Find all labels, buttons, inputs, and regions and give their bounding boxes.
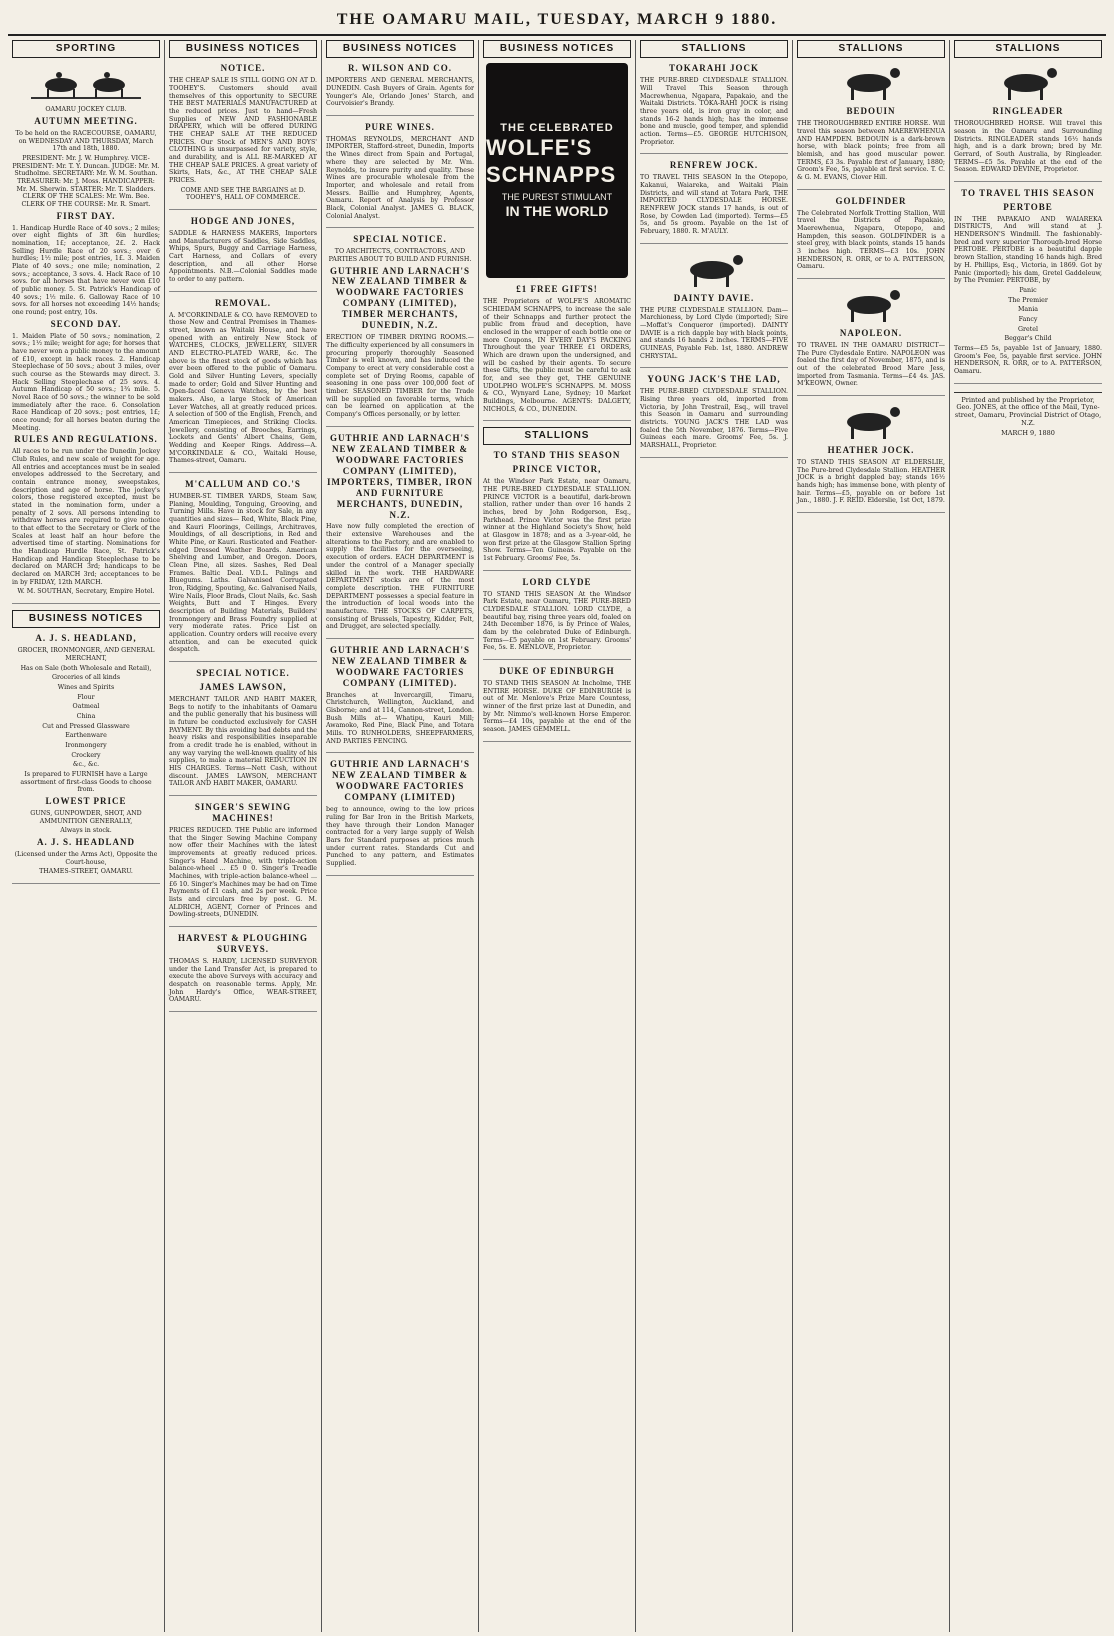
- ad-young-jack: [640, 374, 788, 457]
- day2-races: 1. Maiden Plate of 50 sovs.; nomination, 2 sovs.; 1½ mile; weight for age; for horses that have never won a public money to the amount of £10, except in hack races. 2. Handicap Steeplechase of 50 sovs.; about 3 miles, over such course as the Stewards may direct. 3. Hack Selling Steeplechase of 25 sovs. 4. Autumn Handicap of 50 sovs.; 1¾ mile. 5. Novel Race of 50 sovs.; the winner to be sold immediately after the race. 6. Consolation Race Handicap of 20 sovs.; post entries, 1£; once round; for all horses beaten during the Meeting.: [12, 332, 160, 432]
- guthrie3-title: GUTHRIE AND LARNACH'S NEW ZEALAND TIMBER & WOODWARE FACTORIES COMPANY (LIMITED).: [329, 644, 471, 688]
- headland-furnish: Is prepared to FURNISH have a Large assortment of first-class Goods to choose from.: [20, 770, 152, 794]
- section-header-stallions1: STALLIONS: [483, 427, 631, 445]
- horse-race-illustration: [12, 63, 160, 103]
- renfrew-title: RENFREW JOCK.: [669, 160, 759, 171]
- guthrie-title: GUTHRIE AND LARNACH'S NEW ZEALAND TIMBER & WOODWARE FACTORIES COMPANY (LIMITED), TIMBER MERCHANTS, DUNEDIN, N.Z.: [329, 265, 471, 331]
- ad-lord-clyde: [483, 577, 631, 660]
- goldfinder-text: The Celebrated Norfolk Trotting Stallion, Will travel the Districts of Papakaio, Maerewhenua, Ngapara, Otepopo, and Hampden, this season. GOLDFINDER is a steel grey, with black points, stands 15 hands 3 inches high. TERMS—£3 10s. JOHN HENDERSON, R. ORR, or to A. PATTERSON, Oamaru.: [797, 209, 945, 271]
- napoleon-title: NAPOLEON.: [839, 327, 903, 338]
- pedigree-entry: Beggar's Child: [1004, 335, 1052, 343]
- day1-title: FIRST DAY.: [56, 210, 116, 221]
- ad-pertobe: [954, 188, 1102, 384]
- headland-item: Earthenware: [65, 732, 107, 740]
- headland-licensed: (Licensed under the Arms Act), Opposite the Court-house,: [14, 850, 158, 866]
- headland-title: A. J. S. HEADLAND,: [35, 633, 137, 644]
- mcallum-text: HUMBER-ST. TIMBER YARDS, Steam Saw, Planing, Moulding, Tonguing, Grooving, and Turning Mills. Have in stock for Sale, in any quantities and sizes— Red, White, Black Pine, and Kauri Floorings, Ceilings, Architraves, Mouldings, of all descriptions, in Red and White Pine, or Kauri. Rusticated and Feather-edged Dressed Weather Boards. American Shelving and Lumber, and Oregon. Doors, Clean Pine, all sizes. Sashes, Red Deal Frames. Baltic Deal. V.D.L. Palings and Bluegums. Laths. Galvanised Corrugated Iron, Ridging, Spouting, &c. Galvanised Nails, Wire Nails, Floor Brads, Clout Nails, &c. Sash Weights, Butt and T Hinges. Every description of Building Materials, Builders' Ironmongery and Brass Foundry supplied at very moderate rates. Price List on application. Country orders will receive every attention, and can be executed quick despatch.: [169, 492, 317, 654]
- bedouin-title: BEDOUIN: [846, 106, 896, 117]
- ad-hodge-jones: [169, 216, 317, 292]
- day1-races: 1. Handicap Hurdle Race of 40 sovs.; 2 miles; over eight flights of 3ft 6in hurdles; nomination, 1£; acceptance, 2£. 2. Hack Selling Hurdle Race of 20 sovs.; over 6 hurdles; 1½ mile; post entries, 1£. 3. Maiden Plate of 40 sovs.; one mile; nomination, 2 sovs.; acceptance, 3 sovs. 4. Hack Race of 10 sovs. for all horses that have never won £10 of public money. 5. St. Patrick's Handicap of 40 sovs.; 1½ mile. 6. Galloway Race of 10 sovs. for all horses not exceeding 14½ hands; one round; post entry, 10s.: [12, 224, 160, 316]
- section-header-business2: BUSINESS NOTICES: [169, 40, 317, 58]
- hodge-title: HODGE AND JONES,: [190, 215, 296, 226]
- column-business2: [165, 40, 322, 1632]
- pertobe-title: PERTOBE: [1003, 201, 1053, 212]
- ad-guthrie-iron: [326, 759, 474, 875]
- headland-item: Ironmongery: [65, 741, 107, 749]
- toohey-text: THE CHEAP SALE IS STILL GOING ON AT D. TOOHEY'S. Customers should avail themselves of this opportunity to SECURE THE BEST MATERIALS MANUFACTURED at the reduced prices. Just to hand—Fresh Supplies of NEW AND FASHIONABLE DRAPERY, which will be offered DURING THE CHEAP SALE AT THE REDUCED PRICES. Our Stock of MEN'S AND BOYS' CLOTHING is unsurpassed for variety, style, and durability, and is ALL RE-MARKED AT THE CHEAP SALE PRICES. A great variety of Skirts, Hats, &c., AT THE CHEAP SALE PRICES.: [169, 77, 317, 184]
- headland-item: Groceries of all kinds: [51, 674, 121, 682]
- column-stallions2: [636, 40, 793, 1632]
- rules-text: All races to be run under the Dunedin Jockey Club Rules, and new scale of weight for age. All entries and acceptances must be in sealed envelopes addressed to the Secretary, and contain entrance money, sweepstakes, description and age of horse. The jockey's colors, those registered excepted, must be stated in the nomination form, under a penalty of 2 sovs. All persons intending to withdraw horses are required to give notice to that effect to the Secretary or Clerk of the Scales at least half an hour before the advertised time of starting. Nominations for the Handicap Hurdle Race, St. Patrick's Handicap and Handicap Steeplechase to be declared on MARCH 3rd; handicaps to be declared on MARCH 3rd; acceptances to be in by FRIDAY, 12th MARCH.: [12, 448, 160, 586]
- horse-illustration: [640, 250, 788, 290]
- ad-jockey-club: [12, 106, 160, 604]
- ad-bedouin: [797, 106, 945, 189]
- meeting-title: AUTUMN MEETING.: [34, 115, 138, 126]
- headland-stock: Always in stock.: [60, 827, 112, 835]
- toohey-title: NOTICE.: [220, 63, 266, 74]
- headland-item: Wines and Spirits: [57, 683, 115, 691]
- column-sporting: [8, 40, 165, 1632]
- prince-text: At the Windsor Park Estate, near Oamaru, THE PURE-BRED CLYDESDALE STALLION. PRINCE VICTOR is a beautiful, dark-brown stallion, rather under than over 16 hands 2 inches, bred by John Rodgerson, Esq., Parkhead. Prince Victor was the first prize winner at the Highland Society's Show, held at Glasgow in 1878; and as a 3-year-old, he won first prize at the Glasgow Stallion Spring Show. Terms—Ten Guineas. Payable on the 1st February. Grooms' Fee, 5s.: [483, 478, 631, 563]
- young-text: THE PURE-BRED CLYDESDALE STALLION. Rising three years old, imported from Victoria, by John Trestrail, Esq., will travel this Season in Oamaru and surrounding districts. YOUNG JACK'S THE LAD was foaled the 5th November, 1876. Terms—Five Guineas each mare. Grooms' Fee, 5s. J. MARSHALL, Proprietor.: [640, 388, 788, 449]
- ad-pure-wines: [326, 122, 474, 228]
- guthrie2-text: Have now fully completed the erection of their extensive Warehouses and the alterations to the Factory, and are enabled to supply the facilities for the overseeing, execution of orders. EACH DEPARTMENT is under the control of a Manager specially skilled in the work. THE HARDWARE DEPARTMENT stocks are of the most complete description. THE FURNITURE DEPARTMENT possesses a special feature in the introduction of local woods into the manufacture. THE STOCKS OF CARPETS, consisting of Brussels, Tapestry, Kidder, Felt, and Drugget, are selected specially.: [326, 523, 474, 631]
- guthrie4-text: beg to announce, owing to the low prices ruling for Bar Iron in the British Markets, they have through their London Manager contracted for a very large supply of Welsh Bars for Standard purposes at prices much under current rates. Standards Cut and Punched to any pattern, and Estimates Supplied.: [326, 806, 474, 868]
- column-stallions3: [793, 40, 950, 1632]
- horse-illustration: [797, 285, 945, 325]
- heather-text: TO STAND THIS SEASON AT ELDERSLIE, The Pure-bred Clydesdale Stallion. HEATHER JOCK is a bright dappled bay; stands 16½ hands high; has immense bone, with plenty of hair. Terms—£5, payable on or before 1st Jan., 1880. J. F. REID. Elderslie, 1st Oct, 1879.: [797, 458, 945, 505]
- travel-title: TO TRAVEL THIS SEASON: [961, 187, 1095, 198]
- hardy-title: HARVEST & PLOUGHING SURVEYS.: [177, 933, 309, 955]
- column-business3: [322, 40, 479, 1632]
- imprint-text: Printed and published by the Proprietor, Geo. JONES, at the office of the Mail, Tyne-street, Oamaru, Provincial District of Otago, N.Z.: [954, 395, 1102, 428]
- lawson-text: MERCHANT TAILOR AND HABIT MAKER, Begs to notify to the inhabitants of Oamaru and the public generally that his business will in future be conducted exclusively for CASH PAYMENT. By this avoiding bad debts and the heavy risks and responsibilities inseparable from a credit trade he is enabled, without in any way varying the well-known quality of his supplies, to make a material REDUCTION IN HIS CHARGES. Terms—Nett Cash, without discount. JAMES LAWSON, MERCHANT TAILOR AND HABIT MAKER, OAMARU.: [169, 696, 317, 788]
- headland-lowest: LOWEST PRICE: [45, 795, 127, 806]
- rules-signature: W. M. SOUTHAN, Secretary, Empire Hotel.: [17, 588, 155, 596]
- schnapps-line3: THE PUREST STIMULANT: [501, 191, 613, 202]
- ad-guthrie-branches: [326, 645, 474, 754]
- mcallum-title: M'CALLUM AND CO.'S: [185, 478, 301, 489]
- ad-lawson: [169, 668, 317, 796]
- column-business4: [479, 40, 636, 1632]
- napoleon-text: TO TRAVEL IN THE OAMARU DISTRICT—The Pure Clydesdale Entire. NAPOLEON was foaled the first day of November, 1875, and is out of the celebrated Brood Mare Jess, imported from Tasmania. Terms—£4 4s. JAS. M'KEOWN, Owner.: [797, 341, 945, 388]
- ad-dainty-davie: [640, 293, 788, 369]
- tokarahi-text: THE PURE-BRED CLYDESDALE STALLION. Will Travel This Season through Macrewhenua, Ngapara, Papakaio, and the Waitaki Districts. TOKA-RAHI JOCK is rising three years old, is iron gray in color, and stands 16-2 hands high; has the immense bone and muscle, good temper, and splendid action. Terms—£5. GEORGE HUTCHISON, Proprietor.: [640, 77, 788, 146]
- stand-title: TO STAND THIS SEASON: [493, 450, 621, 461]
- pedigree-entry: Fancy: [1018, 315, 1038, 323]
- imprint-date: MARCH 9, 1880: [1001, 429, 1055, 438]
- singer-title: SINGER'S SEWING MACHINES!: [194, 802, 292, 824]
- horse-illustration: [797, 402, 945, 442]
- singer-text: PRICES REDUCED. THE Public are informed that the Singer Sewing Machine Company now offer their Machines with the latest improvements at greatly reduced prices. Singer's Hand Machine, with triple-action balance-wheel ... £5 0 0. Singer's Treadle Machines, with triple-action balance-wheel ... £6 10. Singer's Machines may be had on Time Payments of £1 cash, and 2s per week. Price lists and circulars free by post. G. M. ALDRICH, AGENT, Corner of Princes and Dowling-streets, DUNEDIN.: [169, 827, 317, 919]
- toohey-cta: COME AND SEE THE BARGAINS at D. TOOHEY'S, HALL OF COMMERCE.: [180, 186, 306, 202]
- masthead: [8, 6, 1106, 36]
- renfrew-text: TO TRAVEL THIS SEASON In the Otepopo, Kakanui, Waiareka, and Waitaki Plain Districts, and will stand at Totara Park, THE IMPORTED CLYDESDALE HORSE. RENFREW JOCK stands 17 hands, is out of Rose, by Cowden Lad (imported). Terms—£5 5s, and 5s groom. Payable on the 1st of February, 1880. R. M'AULY.: [640, 174, 788, 235]
- section-header-sporting: SPORTING: [12, 40, 160, 58]
- section-header-stallions3: STALLIONS: [797, 40, 945, 58]
- meeting-venue: To be held on the RACECOURSE, OAMARU, on WEDNESDAY AND THURSDAY, March 17th and 18th, 1880.: [15, 129, 157, 153]
- section-header-business4: BUSINESS NOTICES: [483, 40, 631, 58]
- ad-mcallum: [169, 479, 317, 662]
- ad-napoleon: [797, 328, 945, 396]
- goldfinder-title: GOLDFINDER: [835, 195, 907, 206]
- ad-hardy: [169, 933, 317, 1012]
- guthrie4-title: GUTHRIE AND LARNACH'S NEW ZEALAND TIMBER & WOODWARE FACTORIES COMPANY (LIMITED): [329, 759, 471, 803]
- pedigree-entry: Panic: [1019, 286, 1037, 294]
- special-notice-title: SPECIAL NOTICE.: [196, 668, 290, 679]
- ad-toohey: [169, 63, 317, 210]
- dainty-title: DAINTY DAVIE.: [673, 292, 755, 303]
- day2-title: SECOND DAY.: [50, 318, 122, 329]
- pertobe-terms: Terms—£5 5s, payable 1st of January, 1880. Groom's Fee, 5s, payable first service. JOHN HENDERSON, R. ORR, or to A. PATTERSON, Oamaru.: [954, 344, 1102, 375]
- columns: [8, 40, 1106, 1632]
- tokarahi-title: TOKARAHI JOCK: [668, 63, 760, 74]
- headland-item: Crockery: [71, 751, 101, 759]
- duke-text: TO STAND THIS SEASON At Incholme, THE ENTIRE HORSE. DUKE OF EDINBURGH is out of Mr. Menlove's Prize Mare Countess, winner of the first prize last at Dunedin, and by Mr. Nimmo's well-known Horse Emperor. Terms—£4 10s, payable at the end of the season. JAMES GEMMELL.: [483, 680, 631, 734]
- headland-item: Flour: [77, 693, 95, 701]
- schnapps-line1: THE CELEBRATED: [500, 121, 614, 134]
- guthrie-intro: TO ARCHITECTS, CONTRACTORS, AND PARTIES ABOUT TO BUILD AND FURNISH.: [328, 248, 472, 263]
- ad-guthrie-drying: [326, 234, 474, 427]
- guthrie3-text: Branches at Invercargill, Timaru, Christchurch, Wellington, Auckland, and Gisborne; and at 114, Cannon-street, London. Bush Mills at— Whatipu, Kauri Mill; Awamoko, Red Pine, Black Pine, and Totara Mills. TO RUNHOLDERS, SHEEPFARMERS, AND PARTIES FENCING.: [326, 691, 474, 745]
- ad-headland: [12, 633, 160, 884]
- guthrie-special-title: SPECIAL NOTICE.: [353, 234, 447, 245]
- headland-guns: GUNS, GUNPOWDER, SHOT, AND AMMUNITION GENERALLY,: [30, 809, 142, 825]
- ad-removal: [169, 298, 317, 473]
- gifts-title: £1 FREE GIFTS!: [516, 284, 598, 295]
- duke-title: DUKE OF EDINBURGH: [499, 666, 615, 677]
- club-name: OAMARU JOCKEY CLUB.: [45, 106, 127, 114]
- lord-text: TO STAND THIS SEASON At the Windsor Park Estate, near Oamaru, THE PURE-BRED CLYDESDALE STALLION. LORD CLYDE, a beautiful bay, rising three years old, foaled on 24th December 1876, is by Prince of Wales, dam by the celebrated Duke of Edinburgh. Terms—£5 payable on 1st February. Grooms' Fee, 5s. E. MENLOVE, Proprietor.: [483, 590, 631, 652]
- headland-sign: A. J. S. HEADLAND: [36, 836, 135, 847]
- removal-text: A. M'CORKINDALE & CO. have REMOVED to those New and Central Premises in Thames-street, known as Waitaki House, and have opened with an entirely New Stock of WATCHES, CLOCKS, JEWELLERY, SILVER AND ELECTRO-PLATED WARE, &c. The above is the finest stock of goods which has ever been offered to the public of Oamaru. Gold and Silver Hunting Levers, specially made to order; Gold and Silver Hunting and Open-faced Geneva Watches, by the best makers. Also, a large Stock of American Lever Watches, all at greatly reduced prices. A selection of 500 of the English, French, and American Timepieces, and Striking Clocks. Jewellery, consisting of Brooches, Earrings, Lockets and Gents' Albert Chains, Gem, Wedding and Keeper Rings. Address—A. M'CORKINDALE & CO., Waitaki House, Thames-street, Oamaru.: [169, 311, 317, 465]
- ad-goldfinder: [797, 196, 945, 279]
- imprint: [954, 392, 1102, 439]
- pedigree-entry: Mania: [1017, 306, 1039, 314]
- lord-title: LORD CLYDE: [522, 576, 592, 587]
- masthead-title: THE OAMARU MAIL, TUESDAY, MARCH 9 1880.: [336, 11, 778, 28]
- wilson-title: R. WILSON AND CO.: [347, 63, 453, 74]
- pedigree-entry: The Premier: [1008, 296, 1048, 304]
- ad-prince-victor: [483, 450, 631, 570]
- horse-illustration: [797, 63, 945, 103]
- guthrie-text: ERECTION OF TIMBER DRYING ROOMS.—The difficulty experienced by all consumers in procuring properly thoroughly Seasoned Timber is well known, and has induced the Company to erect at very considerable cost a complete set of Drying Rooms, capable of seasoning in one pass over 100,000 feet of timber. SEASONED TIMBER for the Trade will be supplied on favorable terms, which can be learned on application at the Company's Offices personally, or by letter.: [326, 334, 474, 419]
- ad-tokarahi-jock: [640, 63, 788, 154]
- section-header-stallions2: STALLIONS: [640, 40, 788, 58]
- wines-title: PURE WINES.: [365, 121, 435, 132]
- young-title: YOUNG JACK'S THE LAD,: [647, 374, 781, 385]
- wilson-text: IMPORTERS AND GENERAL MERCHANTS, DUNEDIN. Cash Buyers of Grain. Agents for Younger's Ale, Orlando Jones' Starch, and Courvoisier's Brandy.: [326, 77, 474, 108]
- ad-heather-jock: [797, 445, 945, 513]
- ad-duke-edinburgh: [483, 666, 631, 742]
- gifts-text: THE Proprietors of WOLFE'S AROMATIC SCHIEDAM SCHNAPPS, to increase the sale of their Schnapps and further protect the public from fraud and deception, have enclosed in the wrapper of each bottle one or more Coupons, IN EVERY DAY'S PACKING Throughout the year THREE £1 ORDERS, Which are drawn upon the undersigned, and will be cashed by their agents. To secure these Gifts, the public must be careful to ask for, and see they get, THE GENUINE UDOLPHO WOLFE'S SCHNAPPS. M. MOSS & CO., Wynyard Lane, Sydney; 10 Market Buildings, Melbourne. AGENTS: DALGETY, NICHOLS, & CO., DUNEDIN.: [483, 298, 631, 413]
- schnapps-line4: IN THE WORLD: [505, 202, 609, 219]
- ad-free-gifts: [483, 284, 631, 421]
- headland-item: Cut and Pressed Glassware: [42, 722, 130, 730]
- pertobe-text: IN THE PAPAKAIO AND WAIAREKA DISTRICTS, And will stand at J. HENDERSON'S Windmill. The fashionably-bred and very superior Thorough-bred Horse PERTOBE. PERTOBE is a beautiful dapple brown Stallion, standing 16 hands high. Bred by H. Phillips, Esq., Victoria, in 1869. Got by Panic (imported); his dam, Gretel Gaddeleuw, by The Premier. PERTOBE, by: [954, 215, 1102, 285]
- ad-ringleader: [954, 106, 1102, 182]
- headland-address: THAMES-STREET, OAMARU.: [39, 868, 133, 876]
- removal-title: REMOVAL.: [214, 297, 272, 308]
- headland-item: &c., &c.: [72, 761, 100, 769]
- ad-renfrew-jock: [640, 160, 788, 243]
- ad-guthrie-warehouse: [326, 433, 474, 639]
- pedigree-entry: Gretel: [1017, 325, 1039, 333]
- hardy-text: THOMAS S. HARDY, LICENSED SURVEYOR under the Land Transfer Act, is prepared to execute the above Surveys with accuracy and despatch on reasonable terms. Apply, Mr. John Hardy's Office, WEAR-STREET, OAMARU.: [169, 958, 317, 1004]
- headland-item: Oatmeal: [72, 703, 100, 711]
- ringleader-title: RINGLEADER: [992, 106, 1064, 117]
- dainty-text: THE PURE CLYDESDALE STALLION. Dam—Marchioness, by Lord Clyde (imported); Sire—Moffat's Conqueror (imported). DAINTY DAVIE is a rich dapple bay with black points, and stands 16 hands 2 inches. TERMS—FIVE GUINEAS, Payable Feb. 1st, 1880. ANDREW CHRYSTAL.: [640, 306, 788, 360]
- headland-intro: Has on Sale (both Wholesale and Retail),: [20, 664, 152, 672]
- meeting-officers: PRESIDENT: Mr. J. W. Humphrey. VICE-PRESIDENT: Mr. T. Y. Duncan. JUDGE: Mr. M. Studholme. SECRETARY: Mr. W. M. Southan. TREASURER: Mr. J. Moss. HANDICAPPER: Mr. M. Sherwin. STARTER: Mr. T. Sladders. CLERK OF THE SCALES: Mr. Wm. Bee. CLERK OF THE COURSE: Mr. R. Smart.: [12, 154, 160, 208]
- schnapps-line2: WOLFE'S SCHNAPPS: [485, 135, 617, 187]
- wines-text: THOMAS REYNOLDS, MERCHANT AND IMPORTER, Stafford-street, Dunedin, Imports the Wines direct from Spain and Portugal, where they are selected by Mr. Wm. Reynolds, to insure purity and quality. These Wines are procurable wholesale from the Importer, and wholesale and retail from Messrs. Baillie and Humphrey, Agents, Oamaru. Report of Analysis by Professor Black, Colonial Analyst. JAMES G. BLACK, Colonial Analyst.: [326, 135, 474, 220]
- schnapps-illustration: [486, 63, 628, 278]
- ad-wilson: [326, 63, 474, 116]
- guthrie2-title: GUTHRIE AND LARNACH'S NEW ZEALAND TIMBER & WOODWARE FACTORIES COMPANY (LIMITED), IMPORTERS, TIMBER, IRON AND FURNITURE MERCHANTS, DUNEDIN, N.Z.: [326, 432, 474, 520]
- horse-illustration: [954, 63, 1102, 103]
- column-stallions4: [950, 40, 1106, 1632]
- section-header-stallions4: STALLIONS: [954, 40, 1102, 58]
- headland-item: China: [76, 712, 96, 720]
- lawson-title: JAMES LAWSON,: [199, 682, 287, 693]
- ringleader-text: THOROUGHBRED HORSE. Will travel this season in the Oamaru and Surrounding Districts. RINGLEADER stands 16½ hands high, and is a dark brown; bred by Mr. Gerrard, of South Australia, by Ringleader. TERMS—£5 5s. Payable at the end of the Season. EDWARD DEVINE, Proprietor.: [954, 120, 1102, 174]
- section-header-business1: BUSINESS NOTICES: [12, 610, 160, 628]
- bedouin-text: THE THOROUGHBRED ENTIRE HORSE. Will travel this season between MAEREWHENUA AND HAMPDEN. BEDOUIN is a dark-brown horse, with black points; free from all blemish, and has good muscular power. TERMS, £3 3s. Payable first of January, 1880; Groom's Fee, 5s, payable at first service. T. C. & G. M. EVANS, Clover Hill.: [797, 120, 945, 181]
- rules-title: RULES AND REGULATIONS.: [14, 434, 158, 445]
- ad-singer: [169, 802, 317, 927]
- headland-sub: GROCER, IRONMONGER, AND GENERAL MERCHANT,: [17, 647, 155, 662]
- hodge-text: SADDLE & HARNESS MAKERS, Importers and Manufacturers of Saddles, Side Saddles, Whips, Spurs, Buggy and Carriage Harness, Cart Harness, and Collars of every description, and all other Horse Appointments. N.B.—Colonial Saddles made to order to any pattern.: [169, 229, 317, 283]
- heather-title: HEATHER JOCK.: [827, 444, 915, 455]
- prince-title: PRINCE VICTOR,: [512, 464, 602, 475]
- section-header-business3: BUSINESS NOTICES: [326, 40, 474, 58]
